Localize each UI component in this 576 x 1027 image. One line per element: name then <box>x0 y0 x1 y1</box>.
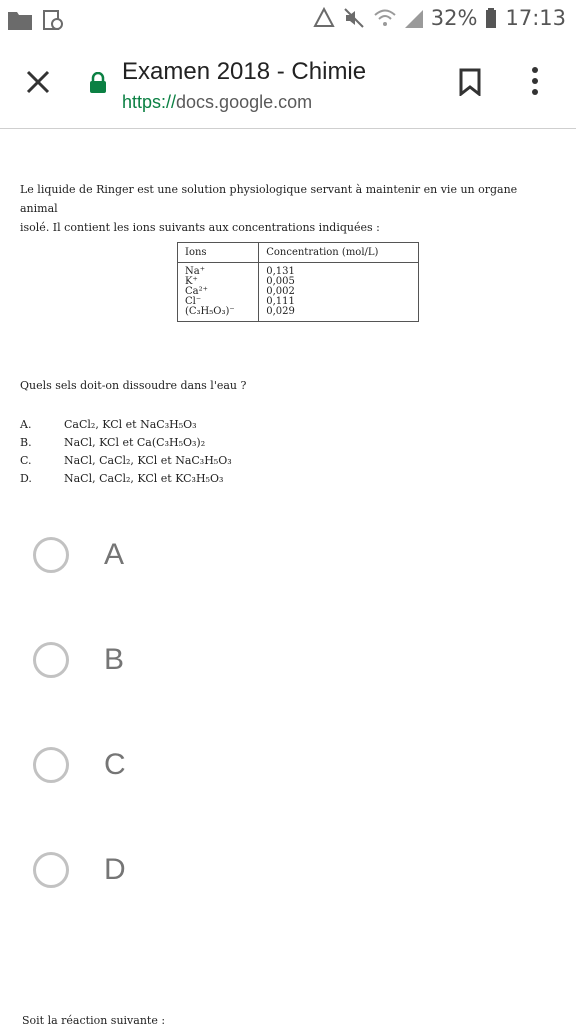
radio-button-a[interactable] <box>33 537 69 573</box>
url-host: docs.google.com <box>176 92 313 112</box>
header-concentration: Concentration (mol/L) <box>259 243 419 263</box>
choice-text: NaCl, KCl et Ca(C₃H₅O₃)₂ <box>64 436 206 449</box>
folder-icon <box>8 10 32 30</box>
ions-table <box>177 242 419 322</box>
screenshot-icon <box>42 9 64 31</box>
choice-item <box>20 470 232 488</box>
page-url <box>122 92 312 113</box>
question-text: Quels sels doit-on dissoudre dans l'eau ? <box>20 379 247 392</box>
option-d[interactable] <box>33 847 126 893</box>
choices-list <box>20 416 232 488</box>
table-row <box>178 263 419 322</box>
concentration-value: 0,005 <box>266 276 295 287</box>
choice-item <box>20 416 232 434</box>
more-options-icon[interactable] <box>530 66 540 96</box>
mute-icon <box>343 7 365 29</box>
intro-paragraph <box>20 180 550 237</box>
choice-text: NaCl, CaCl₂, KCl et NaC₃H₅O₃ <box>64 454 232 467</box>
question-document <box>20 180 550 485</box>
concentrations-cell <box>259 263 419 322</box>
bookmark-icon[interactable] <box>458 68 482 96</box>
intro-line-2: isolé. Il contient les ions suivants aux concentrations indiquées : <box>20 221 380 234</box>
choice-text: CaCl₂, KCl et NaC₃H₅O₃ <box>64 418 197 431</box>
intro-line-1: Le liquide de Ringer est une solution physiologique servant à maintenir en vie un organe animal <box>20 183 518 215</box>
concentration-value: 0,002 <box>266 286 295 297</box>
ion-label: Cl⁻ <box>185 296 202 307</box>
choice-item <box>20 434 232 452</box>
option-label: D <box>104 853 126 886</box>
close-icon[interactable] <box>24 68 52 96</box>
next-question-text: Soit la réaction suivante : <box>22 1014 166 1027</box>
lock-icon <box>88 72 108 94</box>
status-bar <box>0 0 576 38</box>
choice-letter: D. <box>20 472 32 485</box>
ions-cell <box>178 263 259 322</box>
signal-icon <box>405 8 423 28</box>
ion-label: (C₃H₅O₃)⁻ <box>185 306 235 317</box>
wifi-icon <box>373 8 397 28</box>
concentration-value: 0,029 <box>266 306 295 317</box>
choice-letter: B. <box>20 436 32 449</box>
header-ions: Ions <box>178 243 259 263</box>
concentration-value: 0,131 <box>266 266 295 277</box>
concentration-value: 0,111 <box>266 296 295 307</box>
radio-button-d[interactable] <box>33 852 69 888</box>
option-c[interactable] <box>33 742 126 788</box>
choice-letter: A. <box>20 418 32 431</box>
radio-button-c[interactable] <box>33 747 69 783</box>
clock: 17:13 <box>505 6 566 30</box>
table-header-row <box>178 243 419 263</box>
battery-icon <box>485 8 497 28</box>
choice-text: NaCl, CaCl₂, KCl et KC₃H₅O₃ <box>64 472 224 485</box>
data-saver-icon <box>313 7 335 29</box>
browser-toolbar <box>0 38 576 129</box>
radio-button-b[interactable] <box>33 642 69 678</box>
ion-label: Ca²⁺ <box>185 286 208 297</box>
option-label: A <box>104 538 125 571</box>
url-scheme: https:// <box>122 92 177 112</box>
option-label: C <box>104 748 126 781</box>
choice-letter: C. <box>20 454 32 467</box>
battery-percent: 32% <box>430 6 478 30</box>
option-label: B <box>104 643 125 676</box>
choice-item <box>20 452 232 470</box>
option-b[interactable] <box>33 637 124 683</box>
option-a[interactable] <box>33 532 124 578</box>
ion-label: Na⁺ <box>185 266 205 277</box>
ion-label: K⁺ <box>185 276 198 287</box>
page-title: Examen 2018 - Chimie <box>122 58 367 85</box>
